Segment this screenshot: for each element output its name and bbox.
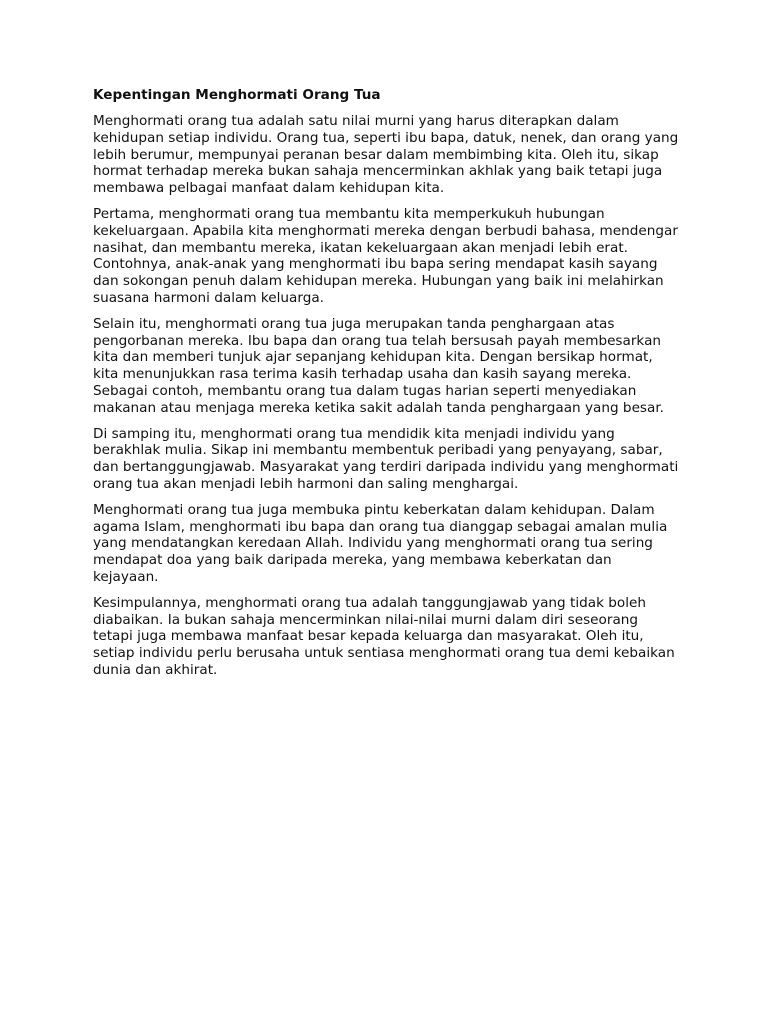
paragraph-first-point: Pertama, menghormati orang tua membantu kita memperkukuh hubungan kekeluargaan. Apabila kita menghormati mereka dengan berbudi bahasa, mendengar nasihat, dan membantu mereka, ikatan kekeluargaan akan menjadi lebih erat. Contohnya, anak-anak yang menghormati ibu bapa sering mendapat kasih sayang dan sokongan penuh dalam kehidupan mereka. Hubungan yang baik ini melahirkan suasana harmoni dalam keluarga. bbox=[93, 205, 678, 306]
paragraph-introduction: Menghormati orang tua adalah satu nilai murni yang harus diterapkan dalam kehidupan setiap individu. Orang tua, seperti ibu bapa, datuk, nenek, dan orang yang lebih berumur, mempunyai peranan besar dalam membimbing kita. Oleh itu, sikap hormat terhadap mereka bukan sahaja mencerminkan akhlak yang baik tetapi juga membawa pelbagai manfaat dalam kehidupan kita. bbox=[93, 113, 679, 197]
paragraph-second-point: Selain itu, menghormati orang tua juga merupakan tanda penghargaan atas pengorbanan mereka. Ibu bapa dan orang tua telah bersusah payah membesarkan kita dan memberi tunjuk ajar sepanjang kehidupan kita. Dengan bersikap hormat, kita menunjukkan rasa terima kasih terhadap usaha dan kasih sayang mereka. Sebagai contoh, membantu orang tua dalam tugas harian seperti menyediakan makanan atau menjaga mereka ketika sakit adalah tanda penghargaan yang besar. bbox=[93, 315, 665, 416]
document-page bbox=[93, 86, 679, 688]
paragraph-conclusion: Kesimpulannya, menghormati orang tua adalah tanggungjawab yang tidak boleh diabaikan. Ia bukan sahaja mencerminkan nilai-nilai murni dalam diri seseorang tetapi juga membawa manfaat besar kepada keluarga dan masyarakat. Oleh itu, setiap individu perlu berusaha untuk sentiasa menghormati orang tua demi kebaikan dunia dan akhirat. bbox=[93, 594, 675, 678]
document-title: Kepentingan Menghormati Orang Tua bbox=[93, 87, 381, 103]
paragraph-third-point: Di samping itu, menghormati orang tua mendidik kita menjadi individu yang berakhlak mulia. Sikap ini membantu membentuk peribadi yang penyayang, sabar, dan bertanggungjawab. Masyarakat yang terdiri daripada individu yang menghormati orang tua akan menjadi lebih harmoni dan saling menghargai. bbox=[93, 425, 679, 492]
paragraph-fourth-point: Menghormati orang tua juga membuka pintu keberkatan dalam kehidupan. Dalam agama Islam, menghormati ibu bapa dan orang tua dianggap sebagai amalan mulia yang mendatangkan keredaan Allah. Individu yang menghormati orang tua sering mendapat doa yang baik daripada mereka, yang membawa keberkatan dan kejayaan. bbox=[93, 501, 668, 585]
